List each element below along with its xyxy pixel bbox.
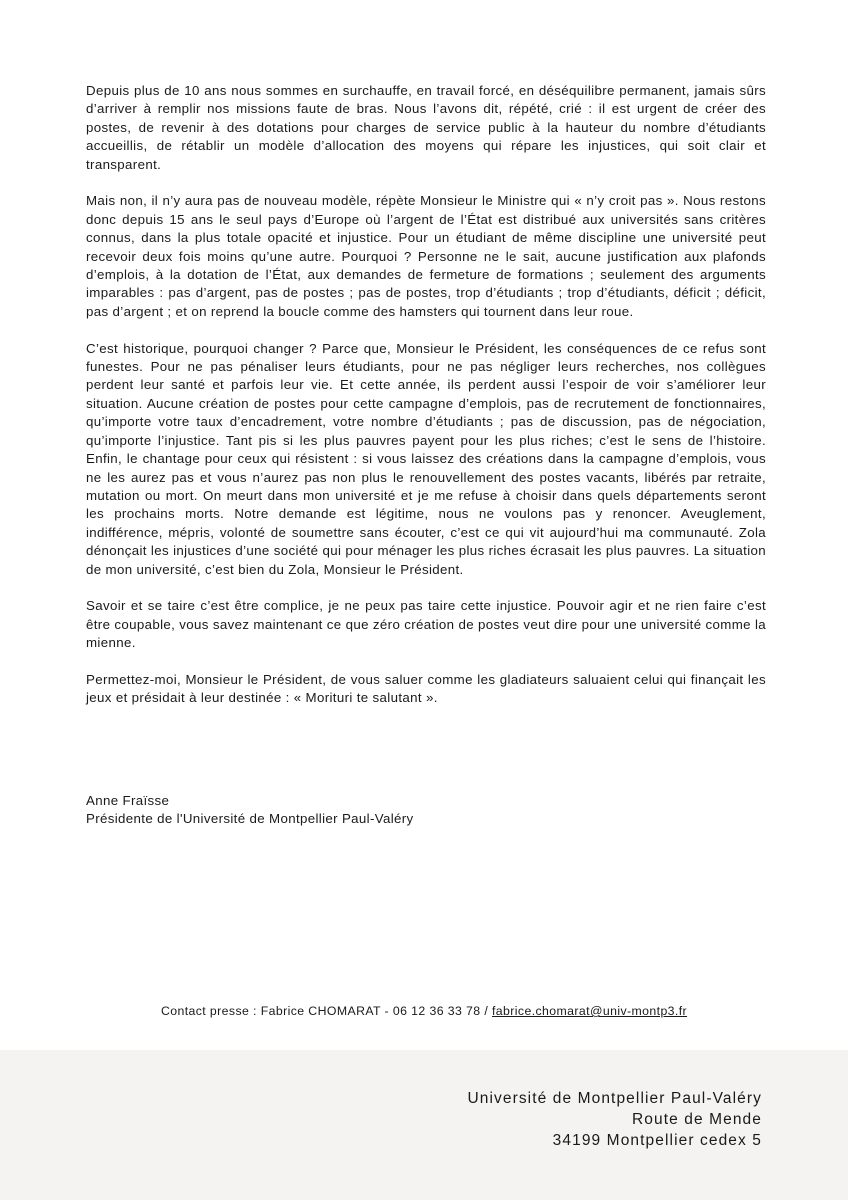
paragraph-1: Depuis plus de 10 ans nous sommes en surchauffe, en travail forcé, en déséquilibre permanent, jamais sûrs d’arriver à remplir nos missions faute de bras. Nous l’avons dit, répété, crié : il est urgent de créer des postes, de revenir à des dotations pour charges de service public à la hauteur du nombre d’étudiants accueillis, de rétablir un modèle d’allocation des moyens qui répare les injustices, qui soit clair et transparent.: [86, 83, 766, 172]
paragraph-4: Savoir et se taire c’est être complice, je ne peux pas taire cette injustice. Pouvoir agir et ne rien faire c’est être coupable, vous savez maintenant ce que zéro création de postes veut dire pour une université comme la mienne.: [86, 598, 766, 651]
press-contact: [0, 1004, 848, 1018]
footer-band: [0, 1050, 848, 1200]
paragraph-2: Mais non, il n’y aura pas de nouveau modèle, répète Monsieur le Ministre qui « n’y croit pas ». Nous restons donc depuis 15 ans le seul pays d’Europe où l’argent de l’État est distribué aux universités sans critères connus, dans la plus totale opacité et injustice. Pour un étudiant de même discipline une université peut recevoir deux fois moins qu’une autre. Pourquoi ? Personne ne le sait, aucune justification aux plafonds d’emplois, à la dotation de l’État, aux demandes de fermeture de formations ; seulement des arguments imparables : pas d’argent, pas de postes ; pas de postes, trop d’étudiants ; trop d’étudiants, déficit ; déficit, pas d’argent ; et on reprend la boucle comme des hamsters qui tournent dans leur roue.: [86, 193, 766, 319]
paragraph-5: Permettez-moi, Monsieur le Président, de vous saluer comme les gladiateurs saluaient celui qui finançait les jeux et présidait à leur destinée : « Morituri te salutant ».: [86, 671, 766, 706]
address-line-name: Université de Montpellier Paul-Valéry: [467, 1090, 762, 1107]
paragraph-3: C’est historique, pourquoi changer ? Parce que, Monsieur le Président, les conséquences de ce refus sont funestes. Pour ne pas pénaliser leurs étudiants, pour ne pas négliger leurs recherches, nos collègues perdent leur santé et parfois leur vie. Et cette année, ils perdent aussi l’espoir de voir s’améliorer leur situation. Aucune création de postes pour cette campagne d’emplois, pas de recrutement de fonctionnaires, qu’importe votre taux d’encadrement, votre nombre d’étudiants ; pas de discussion, pas de négociation, qu’importe l’injustice. Tant pis si les plus pauvres payent pour les plus riches; c’est le sens de l’histoire. Enfin, le chantage pour ceux qui résistent : si vous laissez des créations dans la campagne d’emplois, vous ne les aurez pas et vous n’aurez pas non plus le renouvellement des postes vacants, libérés par retraite, mutation ou mort. On meurt dans mon université et je me refuse à choisir dans quels départements seront les prochains morts. Notre demande est légitime, nous ne voulons pas y renoncer. Aveuglement, indifférence, mépris, volonté de soumettre sans écouter, c’est ce qui vit aujourd’hui ma communauté. Zola dénonçait les injustices d’une société qui pour ménager les plus riches écrasait les plus pauvres. La situation de mon université, c’est bien du Zola, Monsieur le Président.: [86, 340, 766, 577]
signature-title: Présidente de l'Université de Montpellier Paul-Valéry: [86, 811, 414, 827]
signature-name: Anne Fraïsse: [86, 793, 170, 808]
press-contact-email-link[interactable]: fabrice.chomarat@univ-montp3.fr: [491, 1004, 688, 1018]
address-line-city: 34199 Montpellier cedex 5: [552, 1132, 762, 1149]
signature-block: [86, 792, 414, 829]
address-line-street: Route de Mende: [631, 1111, 762, 1128]
press-contact-text: Contact presse : Fabrice CHOMARAT - 06 12 36 33 78 /: [160, 1004, 492, 1018]
university-address: [467, 1088, 762, 1151]
letter-body: [86, 82, 766, 726]
